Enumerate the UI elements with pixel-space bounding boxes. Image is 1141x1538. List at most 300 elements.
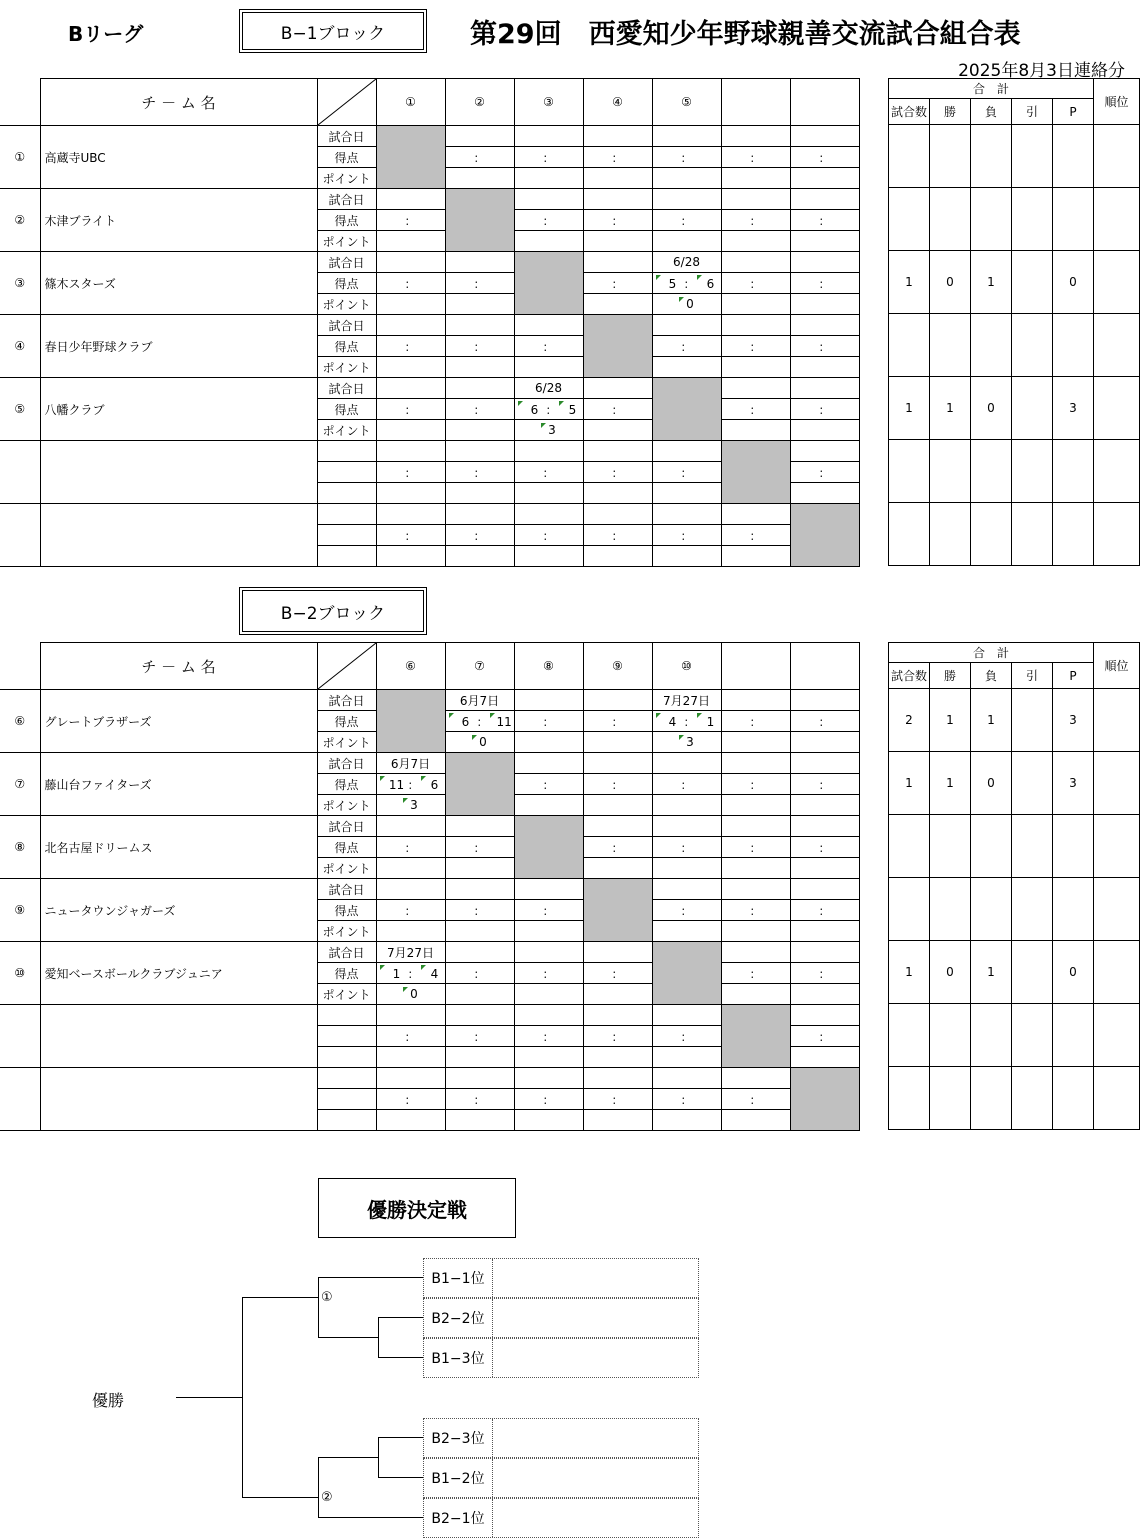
match-date-cell[interactable]	[514, 690, 583, 711]
match-score-cell[interactable]	[583, 525, 652, 546]
row-label-match-date: 試合日	[317, 753, 376, 774]
match-score-cell[interactable]	[721, 900, 790, 921]
match-point-cell[interactable]	[514, 483, 583, 504]
match-score-cell[interactable]	[652, 210, 721, 231]
match-point-cell[interactable]	[652, 1110, 721, 1131]
match-score-cell[interactable]	[514, 1026, 583, 1047]
match-point-cell[interactable]	[514, 1110, 583, 1131]
bracket-line	[378, 1317, 379, 1357]
match-date-cell[interactable]	[583, 504, 652, 525]
match-point-cell[interactable]	[445, 858, 514, 879]
match-score-cell[interactable]	[376, 900, 445, 921]
team-total-cell: 2	[889, 689, 930, 752]
match-date-cell[interactable]	[721, 816, 790, 837]
match-point-cell[interactable]	[652, 1047, 721, 1068]
match-score-cell[interactable]	[583, 837, 652, 858]
match-point-cell[interactable]	[583, 294, 652, 315]
match-point-cell[interactable]	[376, 231, 445, 252]
match-score-cell[interactable]	[790, 462, 859, 483]
match-point-cell[interactable]	[721, 858, 790, 879]
match-date-cell[interactable]	[721, 942, 790, 963]
score-separator: ：	[404, 402, 417, 417]
match-score-cell[interactable]	[790, 711, 859, 732]
match-date-cell[interactable]	[652, 879, 721, 900]
match-point-cell[interactable]	[652, 231, 721, 252]
match-date-cell[interactable]	[721, 753, 790, 774]
match-point-cell[interactable]	[583, 984, 652, 1005]
match-point-cell[interactable]	[790, 420, 859, 441]
opponent-column-header: ⑨	[583, 643, 652, 690]
match-point-cell[interactable]	[376, 858, 445, 879]
match-date-cell[interactable]	[376, 816, 445, 837]
match-date-cell[interactable]	[790, 753, 859, 774]
match-date-cell[interactable]	[790, 690, 859, 711]
match-date-cell[interactable]	[445, 126, 514, 147]
match-point-cell[interactable]	[514, 231, 583, 252]
team-total-cell: 1	[889, 752, 930, 815]
match-score-cell[interactable]	[376, 1089, 445, 1110]
match-point-cell[interactable]	[652, 732, 721, 753]
row-label-score: 得点	[317, 210, 376, 231]
match-date-cell[interactable]	[514, 189, 583, 210]
match-date-cell[interactable]	[583, 189, 652, 210]
match-point-cell[interactable]	[376, 357, 445, 378]
match-date-cell[interactable]	[583, 126, 652, 147]
match-date-cell[interactable]	[790, 252, 859, 273]
comment-marker-icon	[541, 423, 546, 428]
match-date-cell[interactable]	[652, 189, 721, 210]
match-date-cell[interactable]	[445, 1005, 514, 1026]
match-point-cell[interactable]	[445, 294, 514, 315]
match-date-cell[interactable]	[376, 378, 445, 399]
match-date-cell[interactable]	[652, 690, 721, 711]
match-score-cell[interactable]	[514, 711, 583, 732]
match-point-cell[interactable]	[790, 483, 859, 504]
match-point-cell[interactable]	[721, 420, 790, 441]
match-date-cell[interactable]	[652, 315, 721, 336]
match-score-cell[interactable]	[652, 336, 721, 357]
match-date-cell[interactable]	[376, 1068, 445, 1089]
match-date-cell[interactable]	[652, 1068, 721, 1089]
match-score-cell[interactable]	[445, 147, 514, 168]
match-score-cell[interactable]	[790, 900, 859, 921]
match-date-cell[interactable]	[376, 315, 445, 336]
match-score-cell[interactable]	[445, 399, 514, 420]
match-point-cell[interactable]	[721, 357, 790, 378]
match-point-cell[interactable]	[721, 732, 790, 753]
match-point-cell[interactable]	[583, 732, 652, 753]
match-point-cell[interactable]	[514, 984, 583, 1005]
row-label-score: 得点	[317, 963, 376, 984]
match-date-cell[interactable]	[583, 252, 652, 273]
match-score-cell[interactable]	[721, 399, 790, 420]
match-point-cell[interactable]	[445, 357, 514, 378]
match-score-cell[interactable]	[583, 1026, 652, 1047]
match-date-cell[interactable]	[652, 441, 721, 462]
match-score-cell[interactable]	[790, 963, 859, 984]
bracket-slot[interactable]	[423, 1258, 699, 1298]
match-score-cell[interactable]	[652, 837, 721, 858]
bracket-slot[interactable]	[423, 1458, 699, 1498]
match-date-cell[interactable]	[583, 378, 652, 399]
match-point-cell[interactable]	[721, 546, 790, 567]
match-date-cell[interactable]	[445, 504, 514, 525]
match-point-cell[interactable]	[445, 1047, 514, 1068]
match-date-cell[interactable]	[376, 1005, 445, 1026]
match-score-cell[interactable]	[790, 837, 859, 858]
match-date-cell[interactable]	[514, 441, 583, 462]
match-date-cell[interactable]	[721, 126, 790, 147]
match-score-cell[interactable]	[445, 1089, 514, 1110]
match-point-cell[interactable]	[445, 546, 514, 567]
match-date-cell[interactable]	[514, 753, 583, 774]
match-score-cell[interactable]	[376, 525, 445, 546]
match-score-cell[interactable]	[652, 1089, 721, 1110]
match-score-cell[interactable]	[721, 336, 790, 357]
match-date-cell[interactable]	[514, 126, 583, 147]
match-score-cell[interactable]	[721, 525, 790, 546]
match-score-cell[interactable]	[445, 273, 514, 294]
match-score-cell[interactable]	[790, 210, 859, 231]
match-date-cell[interactable]	[790, 378, 859, 399]
match-point-cell[interactable]	[652, 546, 721, 567]
match-date-cell[interactable]	[652, 126, 721, 147]
score-separator: ：	[404, 903, 417, 918]
match-score-cell[interactable]	[721, 711, 790, 732]
match-score-cell[interactable]	[376, 1026, 445, 1047]
match-point-cell[interactable]	[583, 1047, 652, 1068]
match-point-cell[interactable]	[721, 294, 790, 315]
match-date-cell[interactable]	[790, 126, 859, 147]
match-point-cell[interactable]	[721, 168, 790, 189]
match-score-cell[interactable]	[445, 525, 514, 546]
match-date-cell[interactable]	[445, 690, 514, 711]
match-score-cell[interactable]	[721, 837, 790, 858]
match-date-cell[interactable]	[514, 879, 583, 900]
match-date-cell[interactable]	[514, 504, 583, 525]
match-score-cell[interactable]	[583, 273, 652, 294]
match-score-cell[interactable]	[790, 774, 859, 795]
match-score-cell[interactable]	[583, 774, 652, 795]
match-point-cell[interactable]	[652, 168, 721, 189]
match-score-cell[interactable]	[790, 1026, 859, 1047]
match-date-cell[interactable]	[721, 879, 790, 900]
row-label-match-date: 試合日	[317, 879, 376, 900]
match-date-cell[interactable]	[790, 441, 859, 462]
match-score-cell[interactable]	[514, 147, 583, 168]
match-point-cell[interactable]	[652, 795, 721, 816]
match-score-cell[interactable]	[514, 462, 583, 483]
match-score-cell[interactable]	[376, 462, 445, 483]
match-score-cell[interactable]	[514, 963, 583, 984]
comment-marker-icon	[679, 735, 684, 740]
team-total-cell	[930, 815, 971, 878]
match-date-cell[interactable]	[583, 1068, 652, 1089]
match-point-cell[interactable]	[652, 483, 721, 504]
match-date-cell[interactable]	[790, 816, 859, 837]
match-date-cell[interactable]	[514, 378, 583, 399]
match-point-cell[interactable]	[376, 483, 445, 504]
match-date-cell[interactable]	[790, 942, 859, 963]
score-separator: ：	[680, 150, 693, 165]
match-score-cell[interactable]	[652, 1026, 721, 1047]
corner-cell	[0, 643, 40, 690]
match-score-cell[interactable]	[583, 147, 652, 168]
match-date-cell[interactable]	[445, 378, 514, 399]
match-point-cell[interactable]	[376, 1110, 445, 1131]
match-point-cell[interactable]	[721, 984, 790, 1005]
match-point-cell[interactable]	[514, 795, 583, 816]
match-date-cell[interactable]	[376, 942, 445, 963]
match-point-cell[interactable]	[721, 1110, 790, 1131]
opponent-column-header: ①	[376, 79, 445, 126]
match-score-cell[interactable]	[652, 525, 721, 546]
score-separator: ：	[680, 903, 693, 918]
match-point-cell[interactable]	[583, 483, 652, 504]
match-point-cell[interactable]	[445, 1110, 514, 1131]
match-point-cell[interactable]	[514, 1047, 583, 1068]
match-point: 0	[410, 987, 418, 1001]
team-total-cell: 1	[971, 941, 1012, 1004]
match-score-cell[interactable]	[790, 147, 859, 168]
match-score-cell[interactable]	[514, 210, 583, 231]
match-point-cell[interactable]	[376, 420, 445, 441]
match-score-cell[interactable]	[445, 1026, 514, 1047]
bracket-slot[interactable]	[423, 1498, 699, 1538]
match-point-cell[interactable]	[445, 168, 514, 189]
match-point-cell[interactable]	[583, 546, 652, 567]
match-point-cell[interactable]	[514, 921, 583, 942]
match-point-cell[interactable]	[583, 1110, 652, 1131]
match-score-cell[interactable]	[721, 210, 790, 231]
score-separator: ：	[749, 150, 762, 165]
match-score-cell[interactable]	[652, 900, 721, 921]
match-point-cell[interactable]	[514, 732, 583, 753]
match-date-cell[interactable]	[721, 378, 790, 399]
match-date-cell[interactable]	[790, 189, 859, 210]
match-point-cell[interactable]	[514, 168, 583, 189]
match-score-cell[interactable]	[790, 336, 859, 357]
match-point-cell[interactable]	[790, 231, 859, 252]
team-name: 愛知ベースボールクラブジュニア	[40, 942, 317, 1005]
match-score-cell[interactable]	[583, 963, 652, 984]
match-score-cell[interactable]	[445, 711, 514, 732]
match-date-cell[interactable]	[376, 753, 445, 774]
match-date-cell[interactable]	[445, 1068, 514, 1089]
match-date-cell[interactable]	[583, 816, 652, 837]
match-point-cell[interactable]	[790, 984, 859, 1005]
match-score-cell[interactable]	[652, 147, 721, 168]
match-date-cell[interactable]	[583, 441, 652, 462]
match-score-cell[interactable]	[652, 774, 721, 795]
match-point-cell[interactable]	[790, 294, 859, 315]
match-score-cell[interactable]	[721, 963, 790, 984]
match-date-cell[interactable]	[445, 252, 514, 273]
match-date-cell[interactable]	[583, 942, 652, 963]
team-name: 木津ブライト	[40, 189, 317, 252]
match-score-cell[interactable]	[652, 273, 721, 294]
match-score-cell[interactable]	[790, 273, 859, 294]
match-date-cell[interactable]	[445, 879, 514, 900]
match-score-cell[interactable]	[445, 462, 514, 483]
match-point-cell[interactable]	[652, 921, 721, 942]
slot-label: B1−2位	[424, 1459, 493, 1497]
match-score-cell[interactable]	[583, 462, 652, 483]
match-date-cell[interactable]	[376, 252, 445, 273]
match-date-cell[interactable]	[583, 753, 652, 774]
match-point-cell[interactable]	[376, 294, 445, 315]
row-label-point	[317, 483, 376, 504]
match-date-cell[interactable]	[721, 252, 790, 273]
match-date-cell[interactable]	[445, 816, 514, 837]
score-separator: ：	[680, 339, 693, 354]
match-date-cell[interactable]	[721, 504, 790, 525]
match-date-cell[interactable]	[652, 252, 721, 273]
match-date-cell[interactable]	[790, 879, 859, 900]
match-date-cell[interactable]	[652, 504, 721, 525]
match-score-cell[interactable]	[445, 336, 514, 357]
match-score-cell[interactable]	[721, 774, 790, 795]
match-score-cell[interactable]	[652, 711, 721, 732]
match-point-cell[interactable]	[583, 858, 652, 879]
match-point-cell[interactable]	[652, 294, 721, 315]
bracket-slot[interactable]	[423, 1298, 699, 1338]
match-score-cell[interactable]	[376, 774, 445, 795]
match-score-cell[interactable]	[376, 837, 445, 858]
match-score-cell[interactable]	[514, 399, 583, 420]
match-date-cell[interactable]	[583, 690, 652, 711]
match-score-cell[interactable]	[721, 1089, 790, 1110]
match-date-cell[interactable]	[721, 189, 790, 210]
match-point-cell[interactable]	[514, 546, 583, 567]
self-match-cell	[514, 252, 583, 315]
final-title: 優勝決定戦	[318, 1178, 516, 1238]
match-score-cell[interactable]	[376, 963, 445, 984]
match-point-cell[interactable]	[445, 921, 514, 942]
match-score-cell[interactable]	[514, 1089, 583, 1110]
match-date-cell[interactable]	[376, 504, 445, 525]
match-point-cell[interactable]	[790, 732, 859, 753]
match-point-cell[interactable]	[721, 231, 790, 252]
match-point-cell[interactable]	[583, 168, 652, 189]
match-point-cell[interactable]	[583, 795, 652, 816]
match-date-cell[interactable]	[790, 1005, 859, 1026]
match-point-cell[interactable]	[376, 546, 445, 567]
match-score-cell[interactable]	[376, 273, 445, 294]
match-score-cell[interactable]	[514, 525, 583, 546]
comment-marker-icon	[403, 987, 408, 992]
match-date-cell[interactable]	[376, 189, 445, 210]
row-label-score: 得点	[317, 774, 376, 795]
match-score-cell[interactable]	[583, 210, 652, 231]
score-separator: ：	[542, 903, 555, 918]
match-point-cell[interactable]	[445, 984, 514, 1005]
team-name	[40, 504, 317, 567]
team-total-cell	[889, 1004, 930, 1067]
team-total-cell	[889, 440, 930, 503]
match-score-cell[interactable]	[376, 210, 445, 231]
match-date-cell[interactable]	[652, 753, 721, 774]
self-match-cell	[514, 816, 583, 879]
match-score-cell[interactable]	[583, 399, 652, 420]
match-point-cell[interactable]	[721, 921, 790, 942]
match-point-cell[interactable]	[376, 984, 445, 1005]
match-date-cell[interactable]	[652, 1005, 721, 1026]
match-score-cell[interactable]	[445, 900, 514, 921]
match-score-cell[interactable]	[514, 774, 583, 795]
match-point-cell[interactable]	[790, 795, 859, 816]
match-point-cell[interactable]	[790, 357, 859, 378]
match-date-cell[interactable]	[721, 315, 790, 336]
match-date-cell[interactable]	[514, 1068, 583, 1089]
match-point-cell[interactable]	[376, 795, 445, 816]
match-point-cell[interactable]	[652, 357, 721, 378]
score-separator: ：	[473, 1092, 486, 1107]
opponent-column-header: ④	[583, 79, 652, 126]
match-date-cell[interactable]	[514, 1005, 583, 1026]
team-total-cell	[1053, 1067, 1094, 1130]
match-point-cell[interactable]	[583, 231, 652, 252]
bracket-slot[interactable]	[423, 1418, 699, 1458]
match-score-cell[interactable]	[376, 336, 445, 357]
match-point-cell[interactable]	[721, 795, 790, 816]
match-date-cell[interactable]	[514, 942, 583, 963]
match-point-cell[interactable]	[376, 1047, 445, 1068]
match-point-cell[interactable]	[514, 420, 583, 441]
score-separator: ：	[404, 840, 417, 855]
match-point-cell[interactable]	[445, 732, 514, 753]
match-date-cell[interactable]	[376, 441, 445, 462]
match-date-cell[interactable]	[445, 942, 514, 963]
match-score-cell[interactable]	[445, 837, 514, 858]
match-score-cell[interactable]	[514, 900, 583, 921]
match-date-cell[interactable]	[721, 1068, 790, 1089]
match-score-cell[interactable]	[583, 1089, 652, 1110]
match-date-cell[interactable]	[583, 1005, 652, 1026]
match-point-cell[interactable]	[445, 420, 514, 441]
match-date-cell[interactable]	[445, 315, 514, 336]
match-date-cell[interactable]	[445, 441, 514, 462]
match-score-cell[interactable]	[514, 336, 583, 357]
match-point-cell[interactable]	[790, 168, 859, 189]
match-point-cell[interactable]	[790, 1047, 859, 1068]
match-date-cell[interactable]	[376, 879, 445, 900]
match-score-cell[interactable]	[583, 711, 652, 732]
match-score-cell[interactable]	[790, 399, 859, 420]
match-point-cell[interactable]	[583, 420, 652, 441]
match-point-cell[interactable]	[376, 921, 445, 942]
match-score-cell[interactable]	[652, 462, 721, 483]
match-point-cell[interactable]	[445, 483, 514, 504]
team-total-cell	[1094, 314, 1140, 377]
match-score-cell[interactable]	[721, 147, 790, 168]
match-date-cell[interactable]	[721, 690, 790, 711]
match-score-cell[interactable]	[721, 273, 790, 294]
match-point-cell[interactable]	[514, 357, 583, 378]
match-point-cell[interactable]	[790, 858, 859, 879]
match-date-cell[interactable]	[514, 315, 583, 336]
score-separator: ：	[611, 150, 624, 165]
match-score-cell[interactable]	[445, 963, 514, 984]
match-score-cell[interactable]	[376, 399, 445, 420]
row-label-match-date: 試合日	[317, 189, 376, 210]
match-point-cell[interactable]	[790, 921, 859, 942]
match-date-cell[interactable]	[652, 816, 721, 837]
bracket-slot[interactable]	[423, 1338, 699, 1378]
match-date-cell[interactable]	[790, 315, 859, 336]
self-match-cell	[445, 753, 514, 816]
match-point-cell[interactable]	[652, 858, 721, 879]
